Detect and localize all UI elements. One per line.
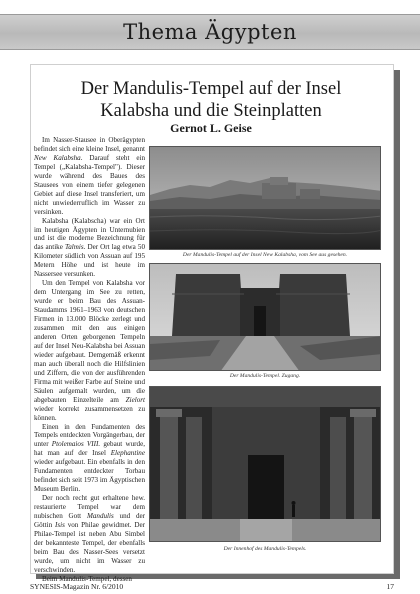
page-number: 17 [386, 582, 394, 591]
body-paragraph: Beim Mandulis-Tempel, dessen [42, 574, 132, 583]
photo-temple-from-lake-image [150, 147, 381, 250]
body-paragraph: Im Nasser-Stausee in Oberägypten befindet sich eine kleine Insel, genannt New Kalabsha. Darauf steht ein Tempel („Kalabsha-Tempel"). Dieser wurde während des Baues des Stausees von einem tiefer gelegenen Gebiet auf diese Insel transferiert, um nicht unwiederruflich im Wasser zu versinken. [34, 136, 145, 216]
article-title [38, 78, 384, 122]
body-paragraph: Kalabsha (Kalabscha) war ein Ort im heutigen Ägypten in Unternubien und ist die moderne Bezeichnung für das antike Talmis. Der Ort lag etwa 50 Kilometer südlich von Assuan auf 195 Metern Höhe und ist heute im Nassersee versunken. [34, 216, 145, 279]
card-shadow [394, 70, 400, 578]
body-paragraph: Der noch recht gut erhaltene hew. restaurierte Tempel war dem nubischen Gott Mandulis und der Göttin Isis von Philae gewidmet. Der Philae-Tempel ist neben Abu Simbel der bekannteste Tempel, der ebenfalls beim Bau des Nasser-Sees versetzt wurde, um nicht im Wasser zu verschwinden. [34, 494, 146, 574]
magazine-issue: SYNESIS-Magazin Nr. 6/2010 [30, 582, 124, 591]
body-paragraph: Einen in den Fundamenten des Tempels entdeckten Vorgängerbau, der unter Ptolemaios VIII. gebaut wurde, hat man auf der Insel Elephantine wieder aufgebaut. Ein ebenfalls in den Fundamenten entdeckter Torbau befindet sich seit 1973 im Ägyptischen Museum Berlin. [34, 422, 145, 494]
photo-temple-courtyard-image [150, 387, 381, 542]
body-paragraph: Um den Tempel von Kalabsha vor dem Untergang im See zu retten, wurde er beim Bau des Assuan-Staudamms 1961–1963 von deutschen Firmen in 13.000 Blöcke zerlegt und zusammen mit den aus einigen anderen Orten geborgenen Tempeln auf der Insel Neu-Kalabsha bei Assuan wieder aufgebaut. Demgemäß erkennt man auch überall noch die Hilfslinien und Ziffern, die von der ausführenden Firma mit weißer Farbe auf Steine und Säulen aufgemalt wurden, um die abgebauten Einzelteile am Zielort wieder korrekt zusammensetzen zu können. [34, 279, 145, 422]
photo-temple-from-lake [149, 146, 381, 250]
photo-caption: Der Mandulis-Tempel auf der Insel New Kalabsha, vom See aus gesehen. [182, 252, 348, 258]
section-title: Thema Ägypten [123, 20, 297, 44]
article-body [34, 136, 145, 584]
photo-temple-entrance [149, 263, 381, 371]
photo-temple-entrance-image [150, 264, 381, 371]
article-title-line: Kalabsha und die Steinplatten [100, 101, 322, 121]
photo-caption: Der Innenhof des Mandulis-Tempels. [223, 546, 307, 552]
article-title-line: Der Mandulis-Tempel auf der Insel [80, 79, 342, 99]
article-author: Gernot L. Geise [170, 121, 252, 135]
photo-caption: Der Mandulis-Tempel. Zugang. [229, 373, 301, 379]
photo-temple-courtyard [149, 386, 381, 542]
